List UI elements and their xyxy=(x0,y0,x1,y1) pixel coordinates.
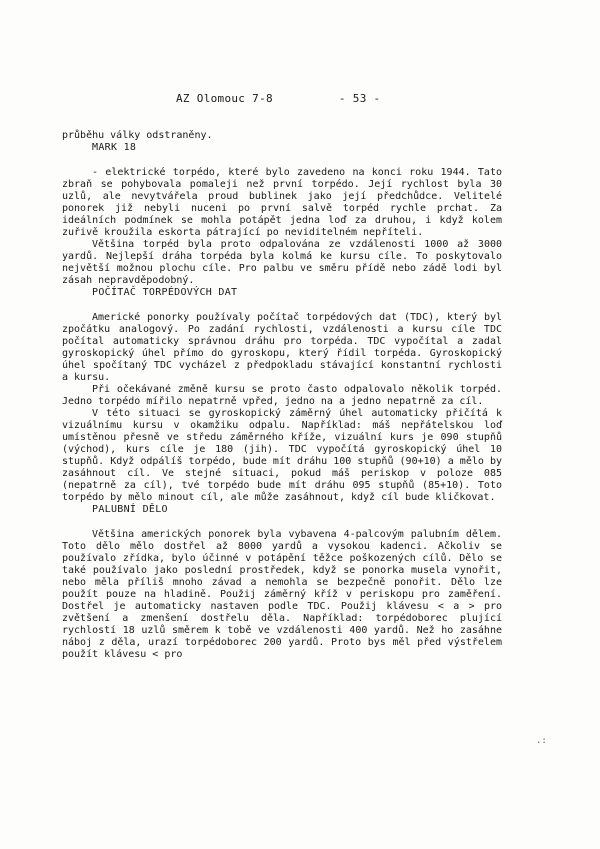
paragraph: V této situaci se gyroskopický záměrný úhel automaticky přičítá k vizuálnímu kursu v okamžiku odpalu. Například: máš nepřátelskou loď umístěnou přesně ve středu záměrného kříže, vizuální kurs je 090 stupňů (východ), kurs cíle je 180 (jih). TDC vypočítá gyroskopický úhel 10 stupňů. Když odpálíš torpédo, bude mít dráhu 100 stupňů (90+10) a mělo by zasáhnout cíl. Ve stejné situaci, pokud máš periskop v poloze 085 (nepatrně za cíl), tvé torpédo bude mít dráhu 095 stupňů (85+10). Toto torpédo by mělo minout cíl, ale může zasáhnout, když cíl bude kličkovat. xyxy=(62,408,502,503)
paragraph: průběhu války odstraněny. xyxy=(62,130,213,141)
paragraph: Při očekávané změně kursu se proto často odpalovalo několik torpéd. Jedno torpédo mířilo nepatrně vpřed, jedno na a jedno nepatrně za cíl. xyxy=(62,384,502,407)
section-heading-mark18: MARK 18 xyxy=(92,142,137,153)
section-heading-tdc: POČÍTAČ TORPÉDOVÝCH DAT xyxy=(92,287,238,298)
body-text xyxy=(62,130,502,661)
paragraph: Většina amerických ponorek byla vybavena 4-palcovým palubním dělem. Toto dělo mělo dostřel až 8000 yardů a vysokou kadenci. Ačkoliv se používalo zřídka, bylo účinné v potápění těžce poškozených cílů. Dělo se také používalo jako poslední prostředek, když se ponorka musela vynořit, nebo měla příliš mnoho závad a nemohla se bezpečně ponořit. Dělo lze použít pouze na hladině. Použij záměrný kříž v periskopu pro zaměření. Dostřel je automaticky nastaven podle TDC. Použij klávesu < a > pro zvětšení a zmenšení dostřelu děla. Například: torpédoborec plující rychlostí 18 uzlů směrem k tobě ve vzdálenosti 400 yardů. Než ho zasáhne náboj z děla, urazí torpédoborec 200 yardů. Proto bys měl před výstřelem použít klávesu < pro xyxy=(62,529,502,660)
paragraph: Většina torpéd byla proto odpalována ze vzdálenosti 1000 až 3000 yardů. Nejlepší dráha torpéda byla kolmá ke kursu cíle. To poskytovalo největší možnou plochu cíle. Pro palbu ve směru přídě nebo zádě lodi byl zásah nepravděpodobný. xyxy=(62,239,502,286)
header-title: AZ Olomouc 7-8 xyxy=(176,92,273,105)
stray-mark: .: xyxy=(536,736,547,746)
paragraph: - elektrické torpédo, které bylo zavedeno na konci roku 1944. Tato zbraň se pohybovala pomaleji než první torpédo. Její rychlost byla 30 uzlů, ale nevytvářela proud bublinek jako její předchůdce. Velitelé ponorek již nebyli nuceni po první salvě torpéd rychle prchat. Za ideálních podmínek se mohla potápět jedna loď za druhou, i když kolem zuřivě kroužila eskorta pátrající po neviditelném nepříteli. xyxy=(62,167,502,238)
page-number: - 53 - xyxy=(338,92,381,105)
section-heading-deck-gun: PALUBNÍ DĚLO xyxy=(92,504,168,515)
page-header xyxy=(176,92,380,105)
paragraph: Americké ponorky používaly počítač torpédových dat (TDC), který byl zpočátku analogový. Po zadání rychlosti, vzdálenosti a kursu cíle TDC počítal automaticky správnou dráhu pro torpéda. TDC vypočítal a zadal gyroskopický úhel přímo do gyroskopu, který řídil torpéda. Gyroskopický úhel spočítaný TDC vycházel z předpokladu stávající konstantní rychlosti a kursu. xyxy=(62,312,502,383)
